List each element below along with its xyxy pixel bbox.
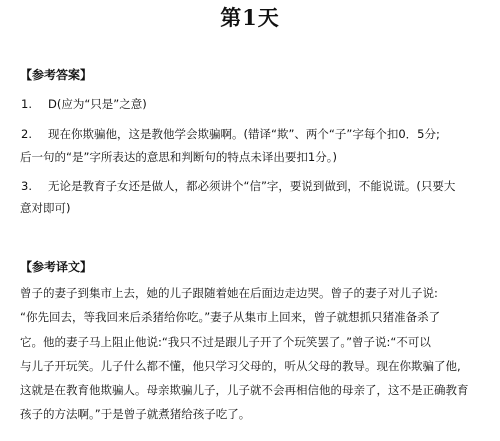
answers-heading: 【参考答案】: [20, 68, 93, 82]
answer-1-number: 1.: [21, 97, 32, 111]
translation-line-3: 它。他的妻子马上阻止他说:“我只不过是跟儿子开了个玩笑罢了。”曾子说:“不可以: [20, 335, 431, 349]
translation-line-4: 与儿子开玩笑。儿子什么都不懂，他只学习父母的，听从父母的教导。现在你欺骗了他,: [20, 359, 461, 373]
answer-3-line-2: 意对即可): [20, 201, 71, 215]
translation-line-1: 曾子的妻子到集市上去，她的儿子跟随着她在后面边走边哭。曾子的妻子对儿子说:: [20, 286, 438, 300]
answer-2-line-2: 后一句的“是”字所表达的意思和判断句的特点未译出要扣1分。): [20, 150, 337, 164]
translation-heading: 【参考译文】: [20, 260, 93, 274]
page-title: 第1天: [220, 5, 280, 30]
answer-2-number: 2.: [21, 127, 32, 141]
translation-line-6: 孩子的方法啊。”于是曾子就煮猪给孩子吃了。: [20, 407, 251, 421]
answer-3-line-1: 无论是教育子女还是做人，都必须讲个“信”字，要说到做到，不能说谎。(只要大: [48, 179, 456, 193]
answer-3-number: 3.: [21, 179, 32, 193]
answer-1-line-1: D(应为“只是”之意): [48, 97, 147, 111]
translation-line-5: 这就是在教育他欺骗人。母亲欺骗儿子，儿子就不会再相信他的母亲了，这不是正确教育: [20, 383, 469, 397]
translation-line-2: “你先回去，等我回来后杀猪给你吃。”妻子从集市上回来，曾子就想抓只猪准备杀了: [20, 310, 441, 324]
answer-2-line-1: 现在你欺骗他，这是教他学会欺骗啊。(错译“欺”、两个“子”字每个扣0．5分;: [48, 127, 440, 141]
